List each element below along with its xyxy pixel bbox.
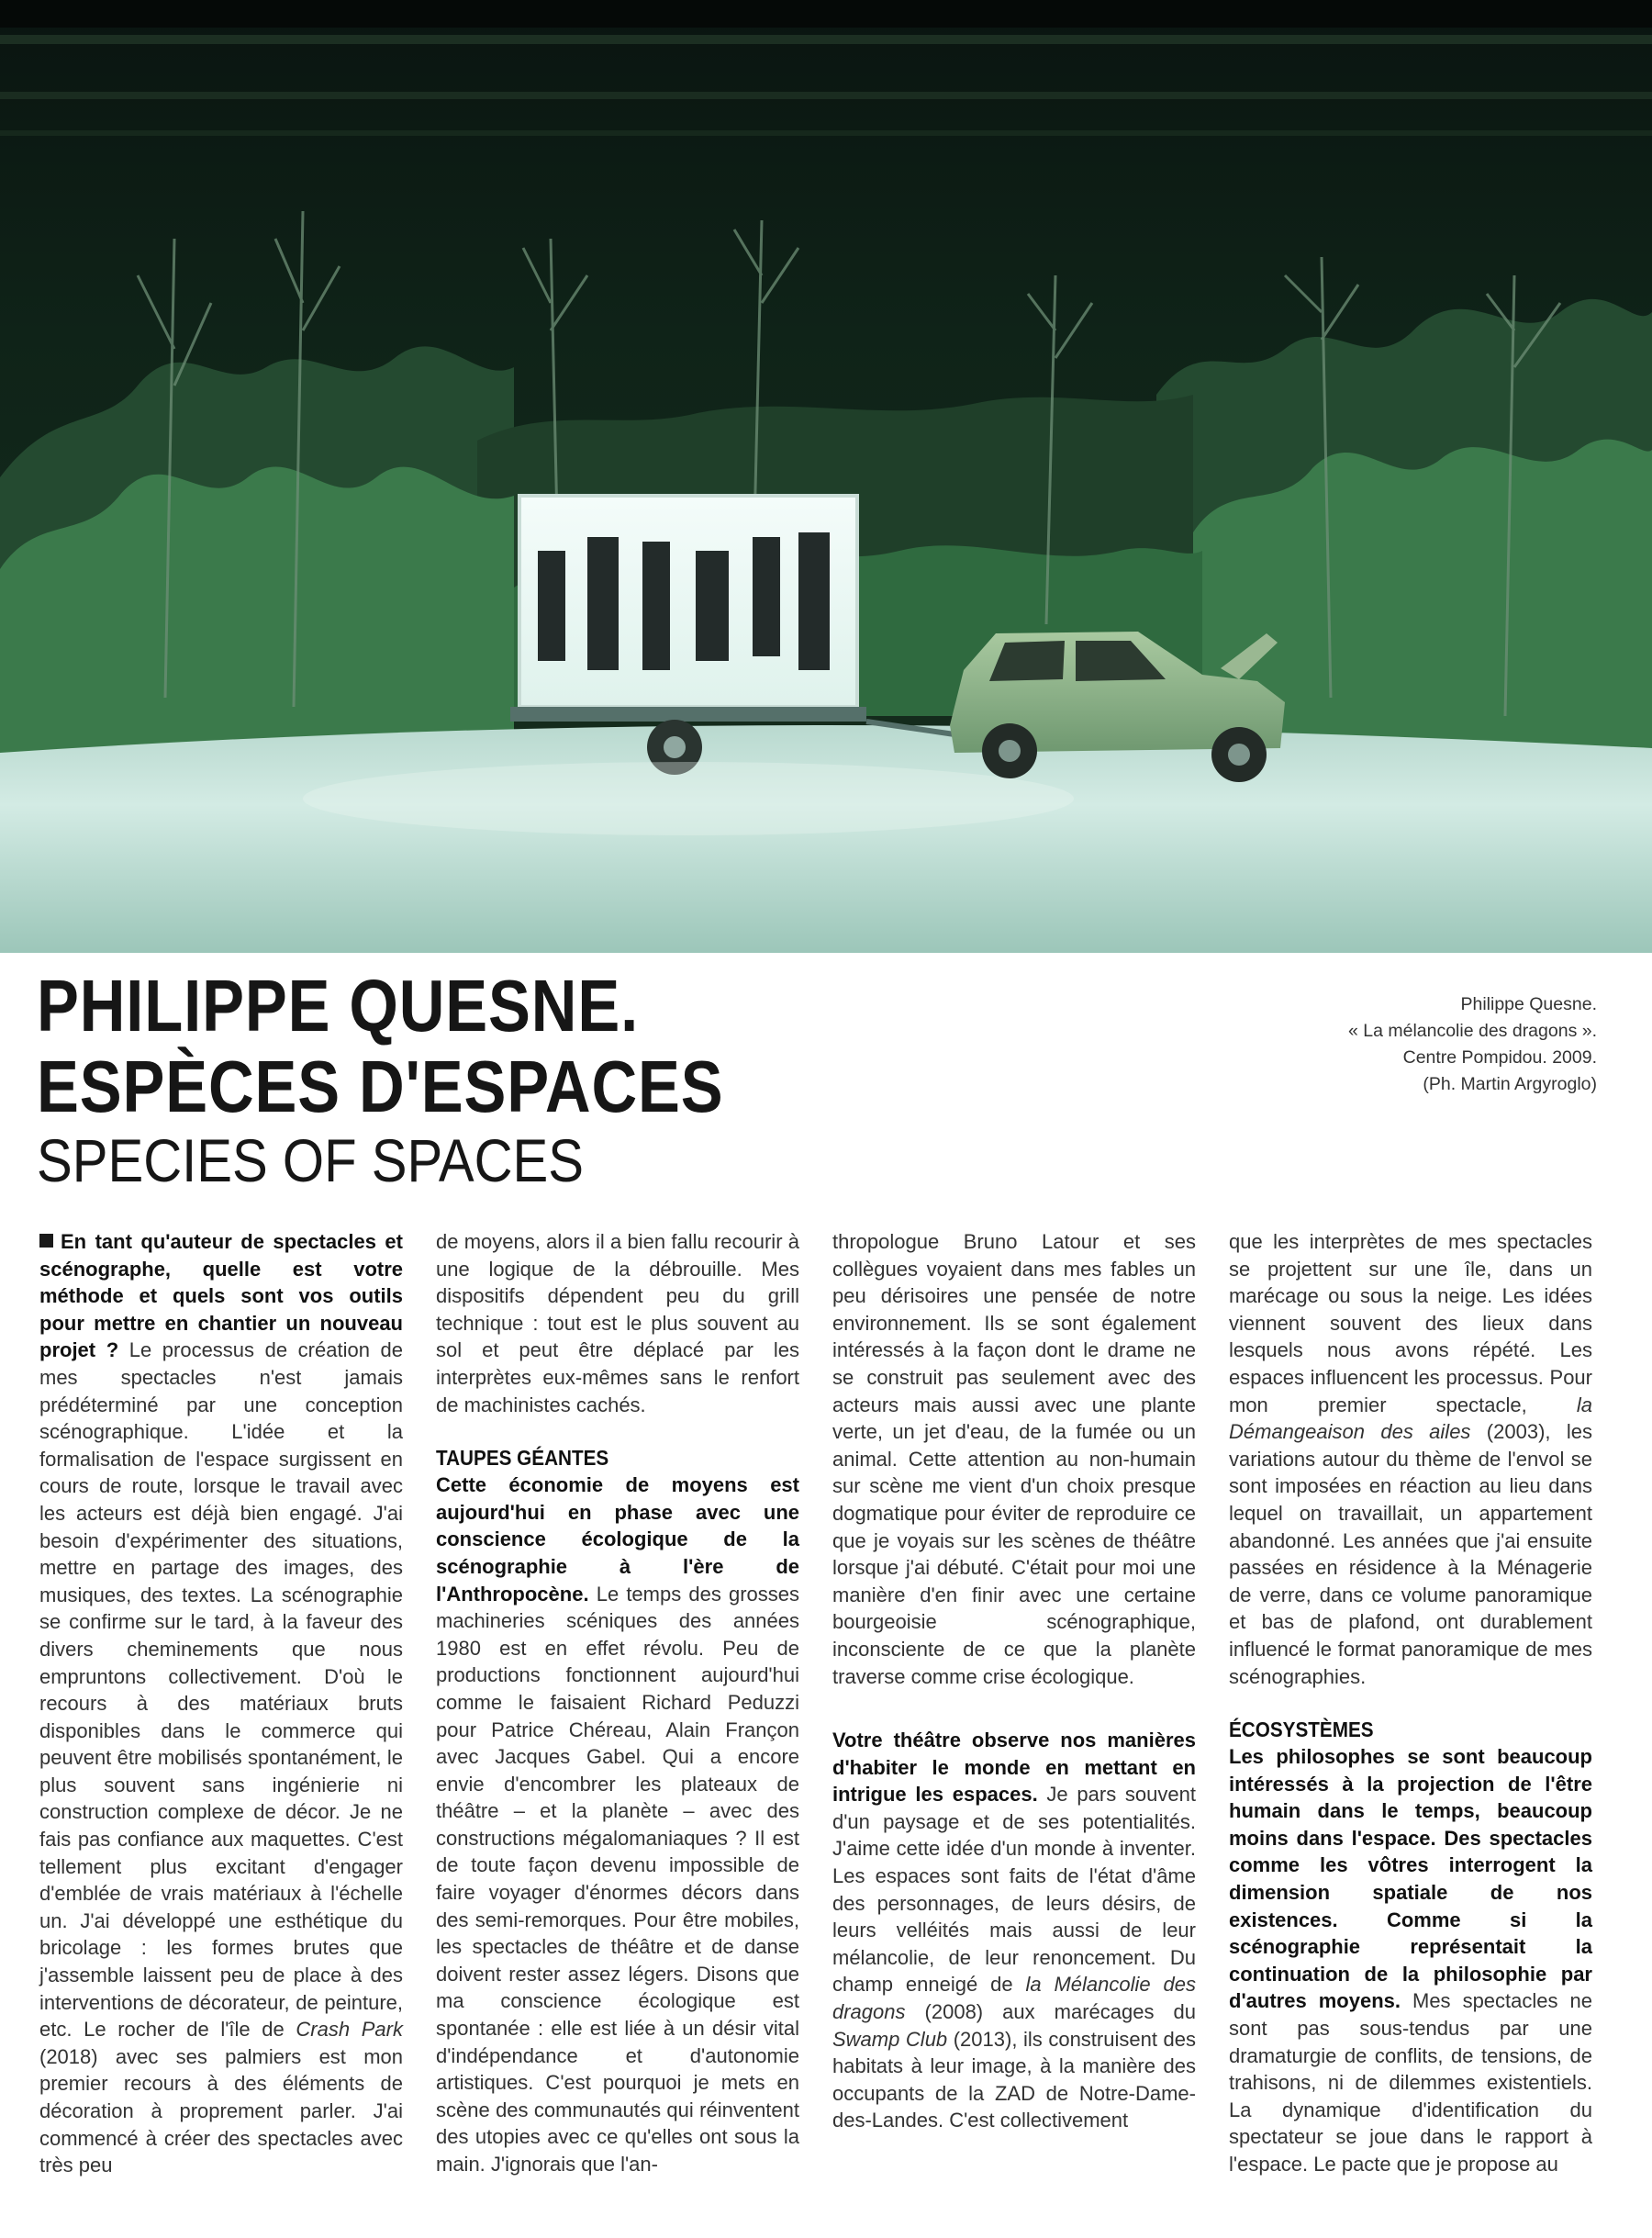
article-subtitle: SPECIES OF SPACES — [37, 1126, 585, 1194]
answer-text: (2003), les variations autour du thème de l'envol se sont imposées en réaction au lieu dans lequel on travaillait, un appartement abandonné. Les années que j'ai ensuite passées en résidence à la Ménagerie de verre, dans ce volume panoramique et bas de plafond, ont durablement influencé le format panoramique de mes scénographies. — [1229, 1420, 1592, 1688]
paragraph: de moyens, alors il a bien fallu recourir à une logique de la débrouille. Mes dispositifs dépendent peu du grill technique : tout est le plus souvent au sol et peut être déplacé par les interprètes eux-mêmes sans le renfort de machinistes cachés. — [436, 1230, 799, 1416]
paragraph — [1229, 1743, 1592, 2178]
work-title: Crash Park — [296, 2018, 403, 2042]
answer-text: (2013), ils construisent des habitats à leur image, à la manière des occupants de la ZAD de Notre-Dame-des-Landes. C'est collectivement — [832, 2027, 1196, 2132]
paragraph — [39, 1228, 403, 2179]
text-column-4 — [1229, 1228, 1592, 2178]
work-title: la Démangeaison des ailes — [1229, 1393, 1592, 1444]
section-heading: ÉCOSYSTÈMES — [1229, 1718, 1374, 1742]
caption-line-3: Centre Pompidou. 2009. — [1402, 1047, 1597, 1068]
text-column-2 — [436, 1228, 799, 2178]
photo-caption — [1120, 991, 1597, 1098]
stage-photo — [0, 0, 1652, 953]
answer-text: Le temps des grosses machineries scéniques des années 1980 est en effet révolu. Peu de productions fonctionnent aujourd'hui comme le faisaient Richard Peduzzi pour Patrice Chéreau, Alain Françon avec Jacques Gabel. Qui a encore envie d'encombrer les plateaux de théâtre – et la planète – avec des constructions mégalomaniaques ? Il est de toute façon devenu impossible de faire voyager d'énormes décors dans des semi-remorques. Pour être mobiles, les spectacles de théâtre et de danse doivent rester assez légers. Disons que ma conscience écologique est spontanée : elle est liée à un désir vital d'indépendance et d'autonomie artistiques. C'est pourquoi je mets en scène des communautés qui réinventent des utopies avec ce qu'elles ont sous la main. J'ignorais que l'an- — [436, 1582, 799, 2176]
answer-text: Mes spectacles ne sont pas sous-tendus par une dramaturgie de conflits, de tensions, de trahisons, ni de dilemmes existentiels. La dynamique d'identification du spectateur se joue dans le rapport à l'espace. Le pacte que je propose au — [1229, 1989, 1593, 2176]
section-heading: TAUPES GÉANTES — [436, 1446, 609, 1471]
caption-line-4: (Ph. Martin Argyroglo) — [1423, 1074, 1597, 1094]
text-column-1 — [39, 1228, 403, 2179]
title-line-1: PHILIPPE QUESNE. — [37, 965, 640, 1046]
paragraph — [832, 1727, 1196, 2134]
interview-question: Votre théâtre observe nos manières d'habiter le monde en mettant en intrigue les espaces. — [832, 1729, 1196, 1807]
work-title: la Mélancolie des dragons — [832, 1973, 1197, 2024]
interview-question: Cette économie de moyens est aujourd'hui en phase avec une conscience écologique de la scénographie à l'ère de l'Anthropocène. — [436, 1473, 799, 1606]
text-column-3 — [832, 1228, 1196, 2134]
answer-text: (2008) aux marécages du — [905, 2000, 1196, 2024]
answer-text: que les interprètes de mes spectacles se projettent sur une île, dans un marécage ou sous la neige. Les idées viennent souvent des lieux dans lesquels nous avons répété. Les espaces influencent les processus. Pour mon premier spectacle, — [1229, 1230, 1592, 1416]
square-bullet-icon — [39, 1234, 53, 1248]
paragraph — [436, 1471, 799, 2177]
title-line-2: ESPÈCES D'ESPACES — [37, 1046, 724, 1127]
paragraph — [1229, 1228, 1592, 1690]
work-title: Swamp Club — [832, 2027, 948, 2051]
caption-line-1: Philippe Quesne. — [1460, 994, 1597, 1014]
article-title — [37, 966, 724, 1127]
interview-question: En tant qu'auteur de spectacles et scénographe, quelle est votre méthode et quels sont vos outils pour mettre en chantier un nouveau projet ? — [39, 1230, 403, 1362]
answer-text: (2018) avec ses palmiers est mon premier recours à des éléments de décoration à proprement parler. J'ai commencé à créer des spectacles avec très peu — [39, 2044, 403, 2177]
answer-text: Le processus de création de mes spectacles n'est jamais prédéterminé par une conception scénographique. L'idée et la formalisation de l'espace surgissent en cours de route, lorsque le travail avec les acteurs est déjà bien engagé. J'ai besoin d'expérimenter des situations, mettre en partage des images, des musiques, des textes. La scénographie se confirme sur le tard, à la faveur des divers cheminements que nous empruntons collectivement. D'où le recours à des matériaux bruts disponibles dans le commerce qui peuvent être mobilisés spontanément, le plus souvent sans ingénierie ni construction complexe de décor. Je ne fais pas confiance aux maquettes. C'est tellement plus excitant d'engager d'emblée de vrais matériaux à l'échelle un. J'ai développé une esthétique du bricolage : les formes brutes que j'assemble laissent peu de place à des interventions de décorateur, de peinture, etc. Le rocher de l'île de — [39, 1338, 403, 2042]
caption-line-2: « La mélancolie des dragons ». — [1347, 1021, 1597, 1041]
interview-question: Les philosophes se sont beaucoup intéressés à la projection de l'être humain dans le temps, beaucoup moins dans l'espace. Des spectacles comme les vôtres interrogent la dimension spatiale de nos existences. Comme si la scénographie représentait la continuation de la philosophie par d'autres moyens. — [1229, 1745, 1592, 2013]
answer-text: Je pars souvent d'un paysage et de ses potentialités. J'aime cette idée d'un monde à inventer. Les espaces sont faits de l'état d'âme des personnages, de leurs désirs, de leurs velléités mais aussi de leur mélancolie, de leur renoncement. Du champ enneigé de — [832, 1783, 1196, 1997]
paragraph: thropologue Bruno Latour et ses collègues voyaient dans mes fables un peu dérisoires une pensée de notre environnement. Ils se sont également intéressés à la façon dont le drame ne se construit pas seulement avec des acteurs mais aussi avec une plante verte, un jet d'eau, de la fumée ou un animal. Cette attention au non-humain sur scène me vient d'un choix presque dogmatique pour éviter de reproduire ce que je voyais sur les scènes de théâtre lorsque j'ai débuté. C'était pour moi une manière d'en finir avec une certaine bourgeoisie scénographique, inconsciente de ce que la planète traverse comme crise écologique. — [832, 1230, 1196, 1688]
